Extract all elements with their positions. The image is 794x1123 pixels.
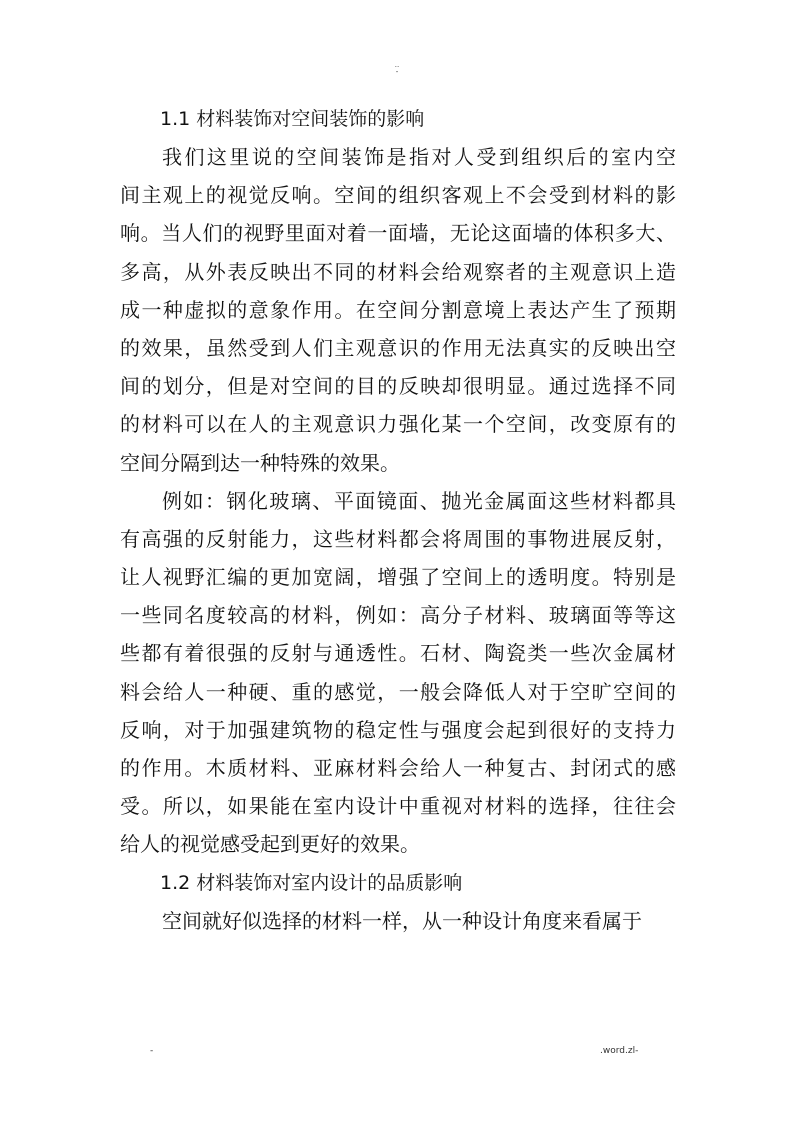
text-line: 的作用。木质材料、亚麻材料会给人一种复古、封闭式的感 [120,756,676,780]
footer-left-mark: - [150,1046,154,1056]
text-line: 一些同名度较高的材料，例如：高分子材料、玻璃面等等这 [120,603,676,628]
header-mark-top: .. [394,61,400,69]
section-heading-1-1: 1.1 材料装饰对空间装饰的影响 [160,108,425,130]
text-line: 有高强的反射能力，这些材料都会将周围的事物进展反射， [120,526,676,551]
paragraph-1 [120,138,676,482]
text-line: 空间分隔到达一种特殊的效果。 [120,450,400,475]
text-line: 些都有着很强的反射与通透性。石材、陶瓷类一些次金属材 [120,641,676,666]
text-line: 多高，从外表反映出不同的材料会给观察者的主观意识上造 [120,259,676,284]
header-mark [380,62,414,76]
text-line: 我们这里说的空间装饰是指对人受到组织后的室内空 [162,145,676,169]
header-mark-bottom: - [395,68,399,76]
text-line: 例如：钢化玻璃、平面镜面、抛光金属面这些材料都具 [162,488,676,513]
paragraph-2 [120,482,676,864]
text-line: 给人的视觉感受起到更好的效果。 [120,832,420,857]
text-line: 间的划分，但是对空间的目的反映却很明显。通过选择不同 [120,374,676,399]
text-line: 间主观上的视觉反响。空间的组织客观上不会受到材料的影 [120,183,676,208]
paragraph-3 [120,902,676,940]
text-line: 的材料可以在人的主观意识力强化某一个空间，改变原有的 [120,412,676,437]
text-line: 反响，对于加强建筑物的稳定性与强度会起到很好的支持力 [120,717,676,742]
text-line: 成一种虚拟的意象作用。在空间分割意境上表达产生了预期 [120,297,676,322]
text-line: 空间就好似选择的材料一样，从一种设计角度来看属于 [162,908,642,933]
footer-right-mark: .word.zl- [600,1046,639,1056]
text-line: 让人视野汇编的更加宽阔，增强了空间上的透明度。特别是 [120,565,676,590]
document-body [120,100,676,940]
text-line: 受。所以，如果能在室内设计中重视对材料的选择，往往会 [120,794,676,819]
text-line: 的效果，虽然受到人们主观意识的作用无法真实的反映出空 [120,335,676,360]
text-line: 料会给人一种硬、重的感觉，一般会降低人对于空旷空间的 [120,679,676,704]
text-line: 响。当人们的视野里面对着一面墙，无论这面墙的体积多大、 [120,221,676,246]
section-heading-1-2: 1.2 材料装饰对室内设计的品质影响 [160,871,463,894]
